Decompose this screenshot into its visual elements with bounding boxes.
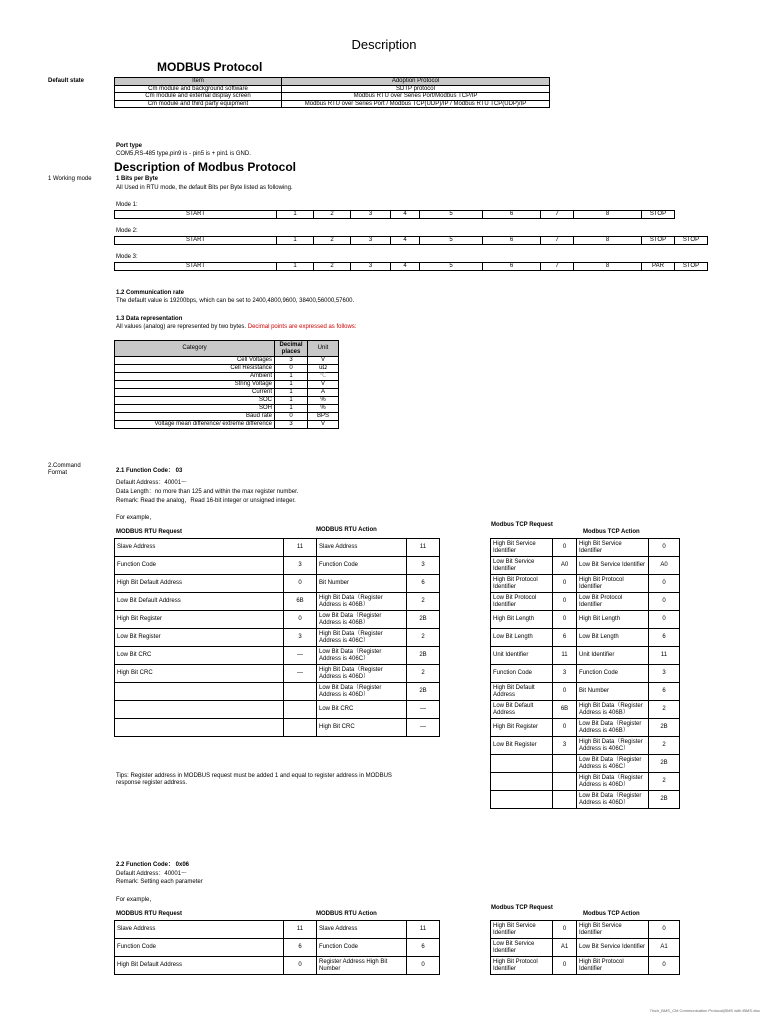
- bits-per-byte-title: 1 Bits per Byte: [116, 176, 159, 182]
- table-cell: 0: [407, 957, 440, 975]
- table-cell: 3: [649, 665, 680, 683]
- table-cell: 0: [553, 575, 577, 593]
- table-cell: [491, 773, 553, 791]
- table-cell: Low Bit Service Identifier: [577, 557, 649, 575]
- mode-cell: 2: [314, 263, 351, 271]
- table-cell: [553, 755, 577, 773]
- table-cell: 0: [649, 593, 680, 611]
- table-header: Unit: [308, 341, 339, 357]
- command-format-label: 2.Command Format: [48, 463, 81, 476]
- mode-cell: 7: [541, 237, 574, 245]
- mode-cell: 3: [351, 211, 391, 219]
- page-title: Description: [351, 37, 417, 52]
- mode-cell: PAR: [642, 263, 675, 271]
- table-cell: 0: [649, 921, 680, 939]
- table-cell: V: [308, 381, 339, 389]
- table-cell: Function Code: [577, 665, 649, 683]
- table-cell: High Bit Data（Register Address is 406C）: [577, 737, 649, 755]
- table-cell: 0: [553, 921, 577, 939]
- table-cell: High Bit CRC: [317, 719, 407, 737]
- mode-cell: 5: [420, 237, 483, 245]
- comm-rate-title: 1.2 Communication rate: [116, 290, 185, 296]
- table-cell: High Bit Data（Register Address is 406D）: [317, 665, 407, 683]
- table-cell: %: [308, 405, 339, 413]
- fc06-rtu-table: [114, 920, 440, 975]
- table-cell: High Bit Service Identifier: [491, 921, 553, 939]
- table-cell: 0: [553, 539, 577, 557]
- table-cell: —: [284, 647, 317, 665]
- mode-cell: 1: [277, 237, 314, 245]
- table-cell: High Bit CRC: [115, 665, 284, 683]
- port-type-text: COM5,RS-485 type,pin9 is - pin5 is + pin1 is GND.: [116, 151, 251, 157]
- table-cell: 1: [275, 373, 308, 381]
- table-cell: High Bit Default Address: [115, 957, 284, 975]
- mode-cell: 8: [574, 237, 642, 245]
- table-cell: 6: [407, 939, 440, 957]
- table-header: Category: [115, 341, 275, 357]
- table-cell: 1: [275, 381, 308, 389]
- data-rep-text: [116, 324, 356, 331]
- table-cell: Slave Address: [115, 921, 284, 939]
- table-cell: ℃: [308, 373, 339, 381]
- fc03-title: 2.1 Function Code： 03: [116, 468, 183, 474]
- table-cell: Low Bit CRC: [317, 701, 407, 719]
- mode-cell: 8: [574, 263, 642, 271]
- table-cell: High Bit Data（Register Address is 406C）: [317, 629, 407, 647]
- table-cell: A1: [553, 939, 577, 957]
- table-cell: Function Code: [317, 557, 407, 575]
- table-cell: Bit Number: [577, 683, 649, 701]
- fc06-default-address: Default Address：40001～: [116, 871, 188, 877]
- table-cell: 0: [553, 957, 577, 975]
- table-cell: 3: [553, 665, 577, 683]
- fc06-tcp-action-title: Modbus TCP Action: [583, 911, 640, 917]
- table-cell: 0: [553, 593, 577, 611]
- fc03-tcp-table: [490, 538, 680, 809]
- table-cell: —: [284, 665, 317, 683]
- table-cell: 11: [649, 647, 680, 665]
- table-cell: 2: [649, 773, 680, 791]
- table-cell: 0: [553, 611, 577, 629]
- table-cell: String Voltage: [115, 381, 275, 389]
- table-cell: Low Bit Service Identifier: [491, 939, 553, 957]
- table-cell: [115, 719, 284, 737]
- mode-2-table: [114, 236, 708, 245]
- table-cell: [491, 755, 553, 773]
- table-cell: 11: [284, 921, 317, 939]
- table-cell: Low Bit Default Address: [491, 701, 553, 719]
- table-cell: 1: [275, 389, 308, 397]
- data-rep-title: 1.3 Data representation: [116, 316, 183, 322]
- table-cell: Low Bit Data（Register Address is 406B）: [577, 719, 649, 737]
- table-cell: uΩ: [308, 365, 339, 373]
- fc06-example: For example，: [116, 897, 156, 903]
- table-cell: 6: [284, 939, 317, 957]
- table-cell: 6: [407, 575, 440, 593]
- fc03-remark: Remark: Read the analog，Read 16-bit integer or unsigned integer.: [116, 498, 296, 504]
- working-mode-label: 1 Working mode: [48, 176, 92, 182]
- table-cell: V: [308, 357, 339, 365]
- mode-1-table: [114, 210, 675, 219]
- table-cell: Function Code: [317, 939, 407, 957]
- table-cell: Low Bit Service Identifier: [491, 557, 553, 575]
- table-cell: Slave Address: [317, 921, 407, 939]
- table-cell: Low Bit Data（Register Address is 406D）: [317, 683, 407, 701]
- table-cell: High Bit Length: [491, 611, 553, 629]
- fc03-rtu-table: [114, 538, 440, 737]
- mode-cell: 7: [541, 263, 574, 271]
- table-cell: Function Code: [491, 665, 553, 683]
- table-cell: Unit Identifier: [577, 647, 649, 665]
- table-cell: Modbus RTU over Series Port / Modbus TCP(UDP)/IP / Modbus RTU TCP(UDP)/IP: [282, 100, 550, 108]
- table-cell: Low Bit Length: [577, 629, 649, 647]
- table-cell: 0: [649, 539, 680, 557]
- mode-2-label: Mode 2:: [116, 228, 138, 234]
- mode-cell: 2: [314, 237, 351, 245]
- table-cell: 2: [407, 665, 440, 683]
- table-cell: 3: [284, 557, 317, 575]
- table-cell: Cell Voltages: [115, 357, 275, 365]
- table-cell: 0: [284, 575, 317, 593]
- table-cell: 3: [275, 357, 308, 365]
- table-cell: 0: [284, 611, 317, 629]
- bits-per-byte-text: All Used in RTU mode, the default Bits per Byte listed as following.: [116, 185, 293, 191]
- table-cell: A: [308, 389, 339, 397]
- table-cell: 11: [407, 921, 440, 939]
- mode-cell: START: [115, 263, 277, 271]
- table-cell: High Bit Default Address: [115, 575, 284, 593]
- table-cell: High Bit Register: [115, 611, 284, 629]
- fc06-title: 2.2 Function Code： 0x06: [116, 862, 190, 868]
- description-title: Description of Modbus Protocol: [114, 160, 296, 174]
- table-cell: 0: [275, 365, 308, 373]
- table-cell: Modbus RTU over Series Port/Modbus TCP/IP: [282, 93, 550, 101]
- table-cell: High Bit Data（Register Address is 406B）: [317, 593, 407, 611]
- table-cell: 0: [553, 719, 577, 737]
- mode-cell: 3: [351, 263, 391, 271]
- fc06-tcp-table: [490, 920, 680, 975]
- table-cell: Cell Resistance: [115, 365, 275, 373]
- table-cell: Function Code: [115, 939, 284, 957]
- decimal-places-table: [114, 340, 339, 429]
- fc03-rtu-action-title: MODBUS RTU Action: [316, 527, 377, 533]
- table-cell: High Bit Service Identifier: [491, 539, 553, 557]
- table-cell: 2B: [407, 611, 440, 629]
- table-cell: 2B: [407, 647, 440, 665]
- table-header: Decimal places: [275, 341, 308, 357]
- mode-cell: 3: [351, 237, 391, 245]
- table-cell: 6: [649, 683, 680, 701]
- table-cell: 2B: [649, 719, 680, 737]
- mode-1-label: Mode 1:: [116, 202, 138, 208]
- fc06-rtu-action-title: MODBUS RTU Action: [316, 911, 377, 917]
- table-cell: High Bit Register: [491, 719, 553, 737]
- mode-3-table: [114, 262, 708, 271]
- table-cell: 6: [553, 629, 577, 647]
- table-cell: High Bit Service Identifier: [577, 539, 649, 557]
- table-cell: 2B: [407, 683, 440, 701]
- table-cell: High Bit Data（Register Address is 406B）: [577, 701, 649, 719]
- table-cell: [553, 791, 577, 809]
- table-cell: 0: [649, 575, 680, 593]
- table-cell: 6B: [553, 701, 577, 719]
- table-cell: %: [308, 397, 339, 405]
- table-cell: Register Address High Bit Number: [317, 957, 407, 975]
- mode-cell: 2: [314, 211, 351, 219]
- mode-cell: 4: [391, 263, 420, 271]
- table-cell: Bit Number: [317, 575, 407, 593]
- mode-cell: 6: [483, 263, 541, 271]
- table-cell: High Bit Length: [577, 611, 649, 629]
- table-cell: Low Bit Data（Register Address is 406C）: [317, 647, 407, 665]
- table-cell: High Bit Service Identifier: [577, 921, 649, 939]
- table-cell: Low Bit Register: [115, 629, 284, 647]
- table-cell: SDTP protocol: [282, 85, 550, 93]
- table-cell: Low Bit Length: [491, 629, 553, 647]
- table-cell: 0: [649, 957, 680, 975]
- table-cell: High Bit Data（Register Address is 406D）: [577, 773, 649, 791]
- table-cell: High Bit Protocol Identifier: [491, 957, 553, 975]
- table-cell: [284, 683, 317, 701]
- table-cell: Unit Identifier: [491, 647, 553, 665]
- fc03-data-length: Data Length：no more than 125 and within the max register number.: [116, 489, 299, 495]
- mode-cell: 7: [541, 211, 574, 219]
- mode-cell: 5: [420, 211, 483, 219]
- page-footer: 7inch_BMS_CM Communication Protocol(BMS with iBMS.xlsx: [649, 1008, 760, 1013]
- fc06-tcp-request-title: Modbus TCP Request: [491, 905, 553, 911]
- table-cell: 2: [407, 593, 440, 611]
- table-cell: SOC: [115, 397, 275, 405]
- table-cell: High Bit Protocol Identifier: [491, 575, 553, 593]
- data-rep-text-main: All values (analog) are represented by two bytes.: [116, 324, 248, 330]
- fc03-rtu-request-title: MODBUS RTU Request: [116, 529, 183, 535]
- table-cell: Baud rate: [115, 413, 275, 421]
- table-cell: Low Bit Service Identifier: [577, 939, 649, 957]
- mode-cell: STOP: [675, 237, 708, 245]
- table-cell: Cm module and external display screen: [115, 93, 282, 101]
- table-cell: A1: [649, 939, 680, 957]
- table-cell: —: [407, 701, 440, 719]
- modbus-title: MODBUS Protocol: [157, 60, 263, 74]
- table-cell: Low Bit Protocol Identifier: [491, 593, 553, 611]
- table-cell: 2B: [649, 791, 680, 809]
- table-cell: Low Bit Default Address: [115, 593, 284, 611]
- fc03-tcp-request-title: Modbus TCP Request: [491, 522, 553, 528]
- table-cell: Cm module and background software: [115, 85, 282, 93]
- mode-cell: 6: [483, 237, 541, 245]
- table-cell: Ambient: [115, 373, 275, 381]
- table-cell: Low Bit CRC: [115, 647, 284, 665]
- default-state-label: Default state: [48, 78, 85, 84]
- data-rep-text-highlight: Decimal points are expressed as follows:: [247, 324, 357, 330]
- table-cell: 11: [407, 539, 440, 557]
- mode-cell: 4: [391, 211, 420, 219]
- table-header: Item: [115, 78, 282, 86]
- table-cell: A0: [649, 557, 680, 575]
- table-cell: [284, 719, 317, 737]
- mode-cell: START: [115, 211, 277, 219]
- mode-cell: 1: [277, 211, 314, 219]
- table-cell: [115, 683, 284, 701]
- table-cell: 11: [284, 539, 317, 557]
- table-cell: Slave Address: [115, 539, 284, 557]
- table-cell: 0: [649, 611, 680, 629]
- table-cell: 2: [649, 701, 680, 719]
- mode-cell: 8: [574, 211, 642, 219]
- table-cell: 3: [553, 737, 577, 755]
- table-cell: 6: [649, 629, 680, 647]
- mode-3-label: Mode 3:: [116, 254, 138, 260]
- fc03-example: For example，: [116, 515, 156, 521]
- fc06-rtu-request-title: MODBUS RTU Request: [116, 911, 183, 917]
- table-cell: 2: [649, 737, 680, 755]
- mode-cell: 1: [277, 263, 314, 271]
- table-cell: Voltage mean difference/ extreme difference: [115, 421, 275, 429]
- mode-cell: STOP: [642, 237, 675, 245]
- table-cell: 0: [284, 957, 317, 975]
- table-cell: High Bit Default Address: [491, 683, 553, 701]
- fc06-remark: Remark: Setting each parameter: [116, 879, 203, 885]
- table-cell: 2B: [649, 755, 680, 773]
- table-cell: —: [407, 719, 440, 737]
- table-cell: 6B: [284, 593, 317, 611]
- table-cell: Low Bit Register: [491, 737, 553, 755]
- table-cell: [491, 791, 553, 809]
- table-cell: Low Bit Data（Register Address is 406C）: [577, 755, 649, 773]
- table-cell: Low Bit Data（Register Address is 406B）: [317, 611, 407, 629]
- table-cell: [553, 773, 577, 791]
- fc03-default-address: Default Address：40001～: [116, 480, 188, 486]
- table-header: Adoption Protocol: [282, 78, 550, 86]
- port-type-title: Port type: [116, 143, 143, 149]
- table-cell: Function Code: [115, 557, 284, 575]
- default-state-table: [114, 77, 550, 108]
- table-cell: Low Bit Data（Register Address is 406D）: [577, 791, 649, 809]
- table-cell: [284, 701, 317, 719]
- mode-cell: STOP: [642, 211, 675, 219]
- mode-cell: 4: [391, 237, 420, 245]
- mode-cell: STOP: [675, 263, 708, 271]
- table-cell: 1: [275, 405, 308, 413]
- mode-cell: 5: [420, 263, 483, 271]
- table-cell: 0: [275, 413, 308, 421]
- table-cell: Cm module and third party equipment: [115, 100, 282, 108]
- mode-cell: START: [115, 237, 277, 245]
- fc03-tcp-action-title: Modbus TCP Action: [583, 529, 640, 535]
- table-cell: V: [308, 421, 339, 429]
- table-cell: Slave Address: [317, 539, 407, 557]
- table-cell: 3: [284, 629, 317, 647]
- fc03-tips: Tips: Register address in MODBUS request must be added 1 and equal to register address in MODBUS response register address.: [116, 773, 392, 786]
- table-cell: 3: [407, 557, 440, 575]
- table-cell: High Bit Protocol Identifier: [577, 575, 649, 593]
- table-cell: 1: [275, 397, 308, 405]
- mode-cell: 6: [483, 211, 541, 219]
- table-cell: High Bit Protocol Identifier: [577, 957, 649, 975]
- table-cell: Low Bit Protocol Identifier: [577, 593, 649, 611]
- table-cell: 0: [553, 683, 577, 701]
- table-cell: 2: [407, 629, 440, 647]
- comm-rate-text: The default value is 19200bps, which can be set to 2400,4800,9600, 38400,56000,57600.: [116, 298, 355, 304]
- table-cell: 3: [275, 421, 308, 429]
- table-cell: 11: [553, 647, 577, 665]
- table-cell: A0: [553, 557, 577, 575]
- table-cell: BPS: [308, 413, 339, 421]
- table-cell: [115, 701, 284, 719]
- table-cell: Current: [115, 389, 275, 397]
- table-cell: SOH: [115, 405, 275, 413]
